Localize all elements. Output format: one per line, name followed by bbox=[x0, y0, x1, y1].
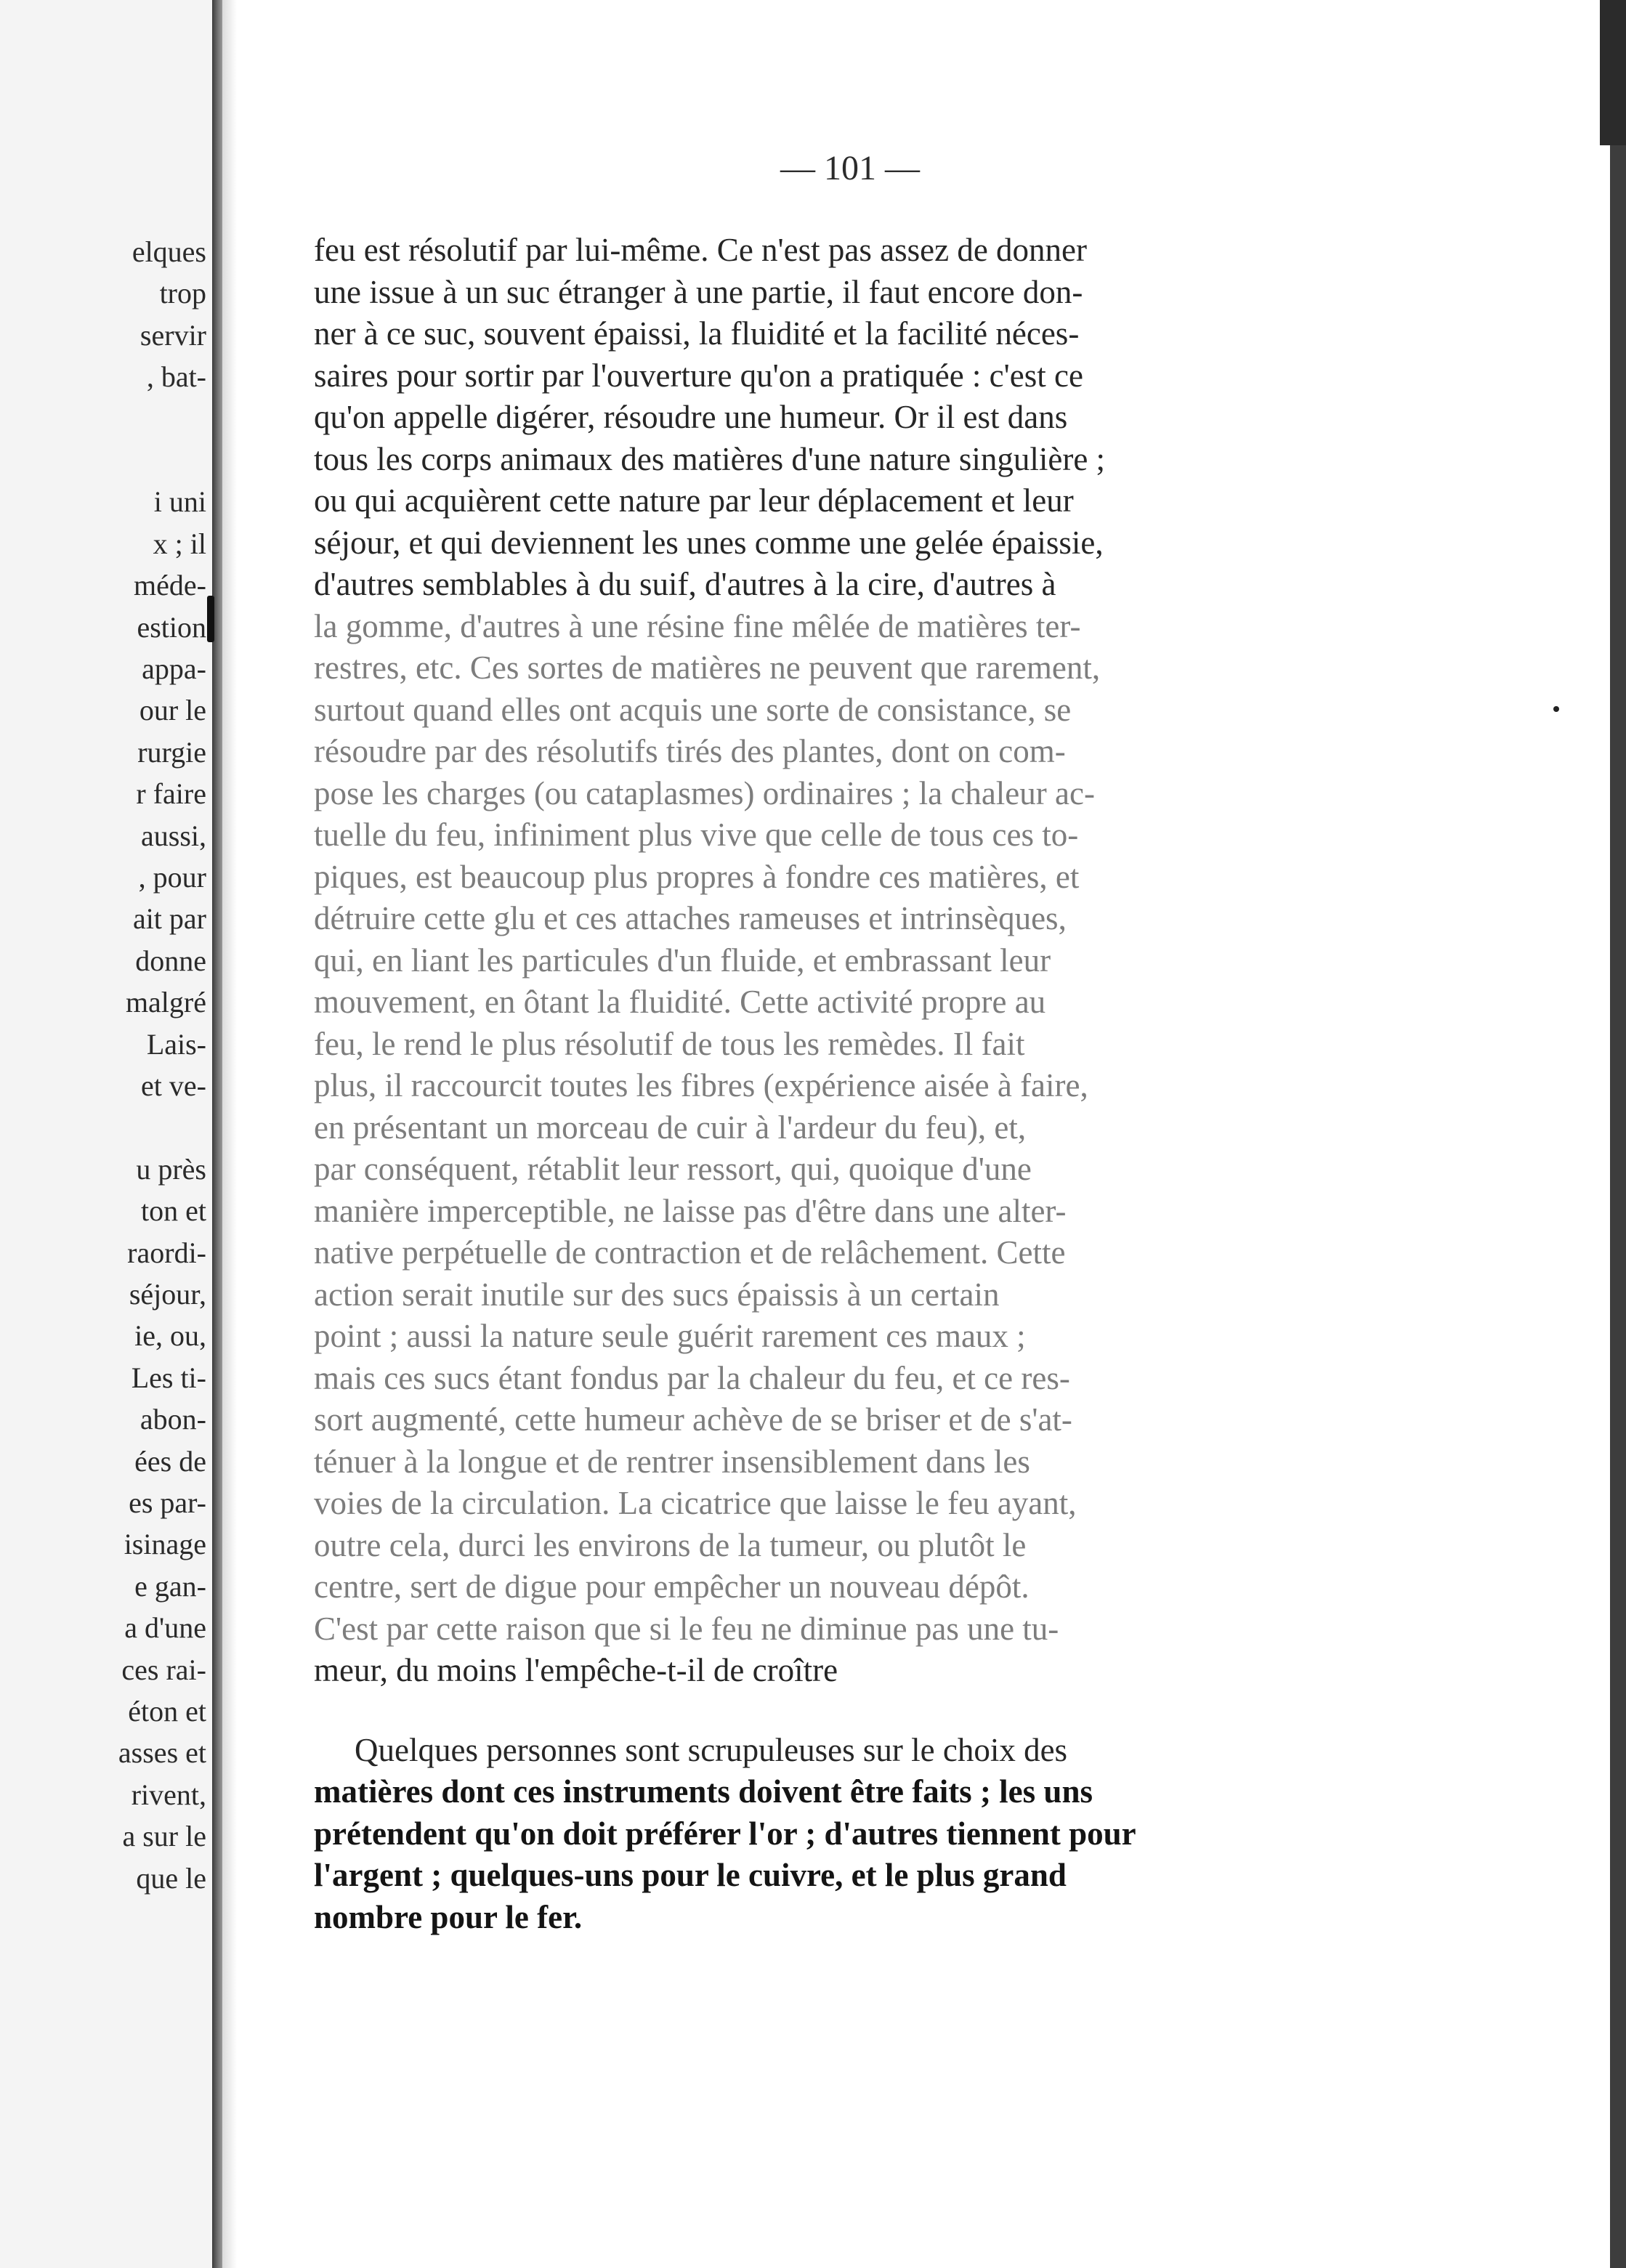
text-line: plus, il raccourcit toutes les fibres (expérience aisée à faire, bbox=[314, 1067, 1088, 1103]
text-line: piques, est beaucoup plus propres à fondre ces matières, et bbox=[314, 858, 1080, 895]
page-number: — 101 — bbox=[780, 149, 920, 187]
text-line: outre cela, durci les environs de la tumeur, ou plutôt le bbox=[314, 1526, 1027, 1563]
facing-page-line: trop bbox=[159, 277, 206, 310]
text-line: C'est par cette raison que si le feu ne diminue pas une tu- bbox=[314, 1610, 1059, 1647]
text-line: mais ces sucs étant fondus par la chaleur du feu, et ce res- bbox=[314, 1359, 1070, 1396]
facing-page-line: estion bbox=[137, 610, 206, 644]
facing-page-line: et ve- bbox=[141, 1069, 206, 1102]
facing-page-line: Lais- bbox=[146, 1027, 206, 1061]
page-body bbox=[314, 230, 1347, 1938]
text-line: détruire cette glu et ces attaches rameuses et intrinsèques, bbox=[314, 900, 1067, 936]
text-line: centre, sert de digue pour empêcher un nouveau dépôt. bbox=[314, 1568, 1030, 1605]
facing-page-line: que le bbox=[136, 1861, 206, 1895]
facing-page-line: asses et bbox=[118, 1736, 206, 1770]
facing-page-line: u près bbox=[136, 1152, 206, 1186]
text-line: ténuer à la longue et de rentrer insensiblement dans les bbox=[314, 1443, 1030, 1480]
text-line: voies de la circulation. La cicatrice que laisse le feu ayant, bbox=[314, 1485, 1077, 1521]
paragraph-1 bbox=[314, 230, 1347, 1692]
text-line: point ; aussi la nature seule guérit rarement ces maux ; bbox=[314, 1318, 1026, 1354]
facing-page-fragment bbox=[0, 0, 212, 2268]
text-line: prétendent qu'on doit préférer l'or ; d'autres tiennent pour bbox=[314, 1815, 1136, 1852]
paragraph-gap bbox=[314, 1692, 1347, 1730]
facing-page-line: ie, ou, bbox=[134, 1319, 206, 1353]
facing-page-line: r faire bbox=[136, 777, 206, 811]
text-line: qu'on appelle digérer, résoudre une humeur. Or il est dans bbox=[314, 399, 1068, 435]
facing-page-line: aussi, bbox=[141, 819, 206, 852]
text-line: ner à ce suc, souvent épaissi, la fluidité et la facilité néces- bbox=[314, 315, 1080, 352]
text-line: séjour, et qui deviennent les unes comme une gelée épaissie, bbox=[314, 524, 1104, 561]
facing-page-line: raordi- bbox=[127, 1236, 206, 1269]
facing-page-line: servir bbox=[139, 318, 206, 352]
facing-page-line: isinage bbox=[124, 1528, 206, 1561]
spine-shadow bbox=[222, 0, 237, 2268]
text-line: nombre pour le fer. bbox=[314, 1898, 583, 1935]
facing-page-line: malgré bbox=[125, 986, 206, 1019]
facing-page-line: appa- bbox=[142, 652, 206, 685]
facing-page-line: donne bbox=[135, 944, 206, 977]
facing-page-line: a sur le bbox=[122, 1820, 206, 1853]
facing-page-line: es par- bbox=[129, 1486, 206, 1519]
paragraph-2 bbox=[314, 1730, 1347, 1939]
facing-page-line: ait par bbox=[132, 902, 206, 936]
text-line: Quelques personnes sont scrupuleuses sur le choix des bbox=[355, 1731, 1068, 1768]
facing-page-line: a d'une bbox=[124, 1611, 206, 1645]
text-line: mouvement, en ôtant la fluidité. Cette activité propre au bbox=[314, 984, 1046, 1020]
book-spine bbox=[212, 0, 222, 2268]
text-line: restres, etc. Ces sortes de matières ne peuvent que rarement, bbox=[314, 649, 1101, 686]
facing-page-line: i uni bbox=[153, 485, 206, 519]
text-line: matières dont ces instruments doivent être faits ; les uns bbox=[314, 1773, 1093, 1810]
facing-page-line: x ; il bbox=[153, 527, 206, 560]
text-line: sort augmenté, cette humeur achève de se briser et de s'at- bbox=[314, 1401, 1072, 1438]
right-page-edge-top bbox=[1600, 0, 1626, 145]
facing-page-line: rivent, bbox=[131, 1778, 206, 1811]
text-line: pose les charges (ou cataplasmes) ordinaires ; la chaleur ac- bbox=[314, 774, 1095, 811]
text-line: la gomme, d'autres à une résine fine mêlée de matières ter- bbox=[314, 607, 1081, 644]
text-line: une issue à un suc étranger à une partie, il faut encore don- bbox=[314, 273, 1083, 310]
facing-page-line: our le bbox=[139, 694, 206, 727]
text-line: par conséquent, rétablit leur ressort, qui, quoique d'une bbox=[314, 1151, 1032, 1187]
facing-page-line: abon- bbox=[139, 1403, 206, 1436]
text-line: résoudre par des résolutifs tirés des plantes, dont on com- bbox=[314, 733, 1066, 769]
text-line: saires pour sortir par l'ouverture qu'on a pratiquée : c'est ce bbox=[314, 357, 1083, 394]
facing-page-line: elques bbox=[132, 235, 206, 268]
text-line: feu est résolutif par lui-même. Ce n'est pas assez de donner bbox=[314, 232, 1088, 268]
text-line: ou qui acquièrent cette nature par leur déplacement et leur bbox=[314, 482, 1074, 519]
facing-page-line: rurgie bbox=[137, 735, 206, 769]
text-line: feu, le rend le plus résolutif de tous les remèdes. Il fait bbox=[314, 1025, 1025, 1062]
facing-page-line: ées de bbox=[134, 1444, 206, 1478]
text-line: tuelle du feu, infiniment plus vive que celle de tous ces to- bbox=[314, 817, 1079, 853]
text-line: action serait inutile sur des sucs épaissis à un certain bbox=[314, 1276, 1000, 1313]
text-line: manière imperceptible, ne laisse pas d'être dans une alter- bbox=[314, 1192, 1067, 1229]
spine-mark bbox=[207, 596, 214, 642]
text-line: d'autres semblables à du suif, d'autres à la cire, d'autres à bbox=[314, 566, 1056, 602]
facing-page-line: e gan- bbox=[134, 1569, 206, 1603]
facing-page-line: ton et bbox=[141, 1194, 206, 1228]
facing-page-line: , pour bbox=[138, 861, 206, 894]
text-line: surtout quand elles ont acquis une sorte de consistance, se bbox=[314, 691, 1072, 728]
facing-page-line: séjour, bbox=[129, 1278, 206, 1311]
right-page-edge bbox=[1610, 0, 1626, 2268]
text-line: en présentant un morceau de cuir à l'ardeur du feu), et, bbox=[314, 1109, 1027, 1146]
text-line: native perpétuelle de contraction et de relâchement. Cette bbox=[314, 1234, 1066, 1271]
facing-page-line: éton et bbox=[128, 1695, 206, 1728]
facing-page-line: ces rai- bbox=[121, 1653, 206, 1686]
text-line: qui, en liant les particules d'un fluide, et embrassant leur bbox=[314, 941, 1051, 979]
facing-page-line: Les ti- bbox=[131, 1361, 206, 1394]
facing-page-line: méde- bbox=[134, 569, 206, 602]
text-line: meur, du moins l'empêche-t-il de croître bbox=[314, 1652, 838, 1688]
text-line: l'argent ; quelques-uns pour le cuivre, et le plus grand bbox=[314, 1857, 1067, 1893]
text-line: tous les corps animaux des matières d'une nature singulière ; bbox=[314, 440, 1106, 477]
ink-speck bbox=[1553, 706, 1559, 712]
facing-page-line: , bat- bbox=[146, 360, 206, 394]
